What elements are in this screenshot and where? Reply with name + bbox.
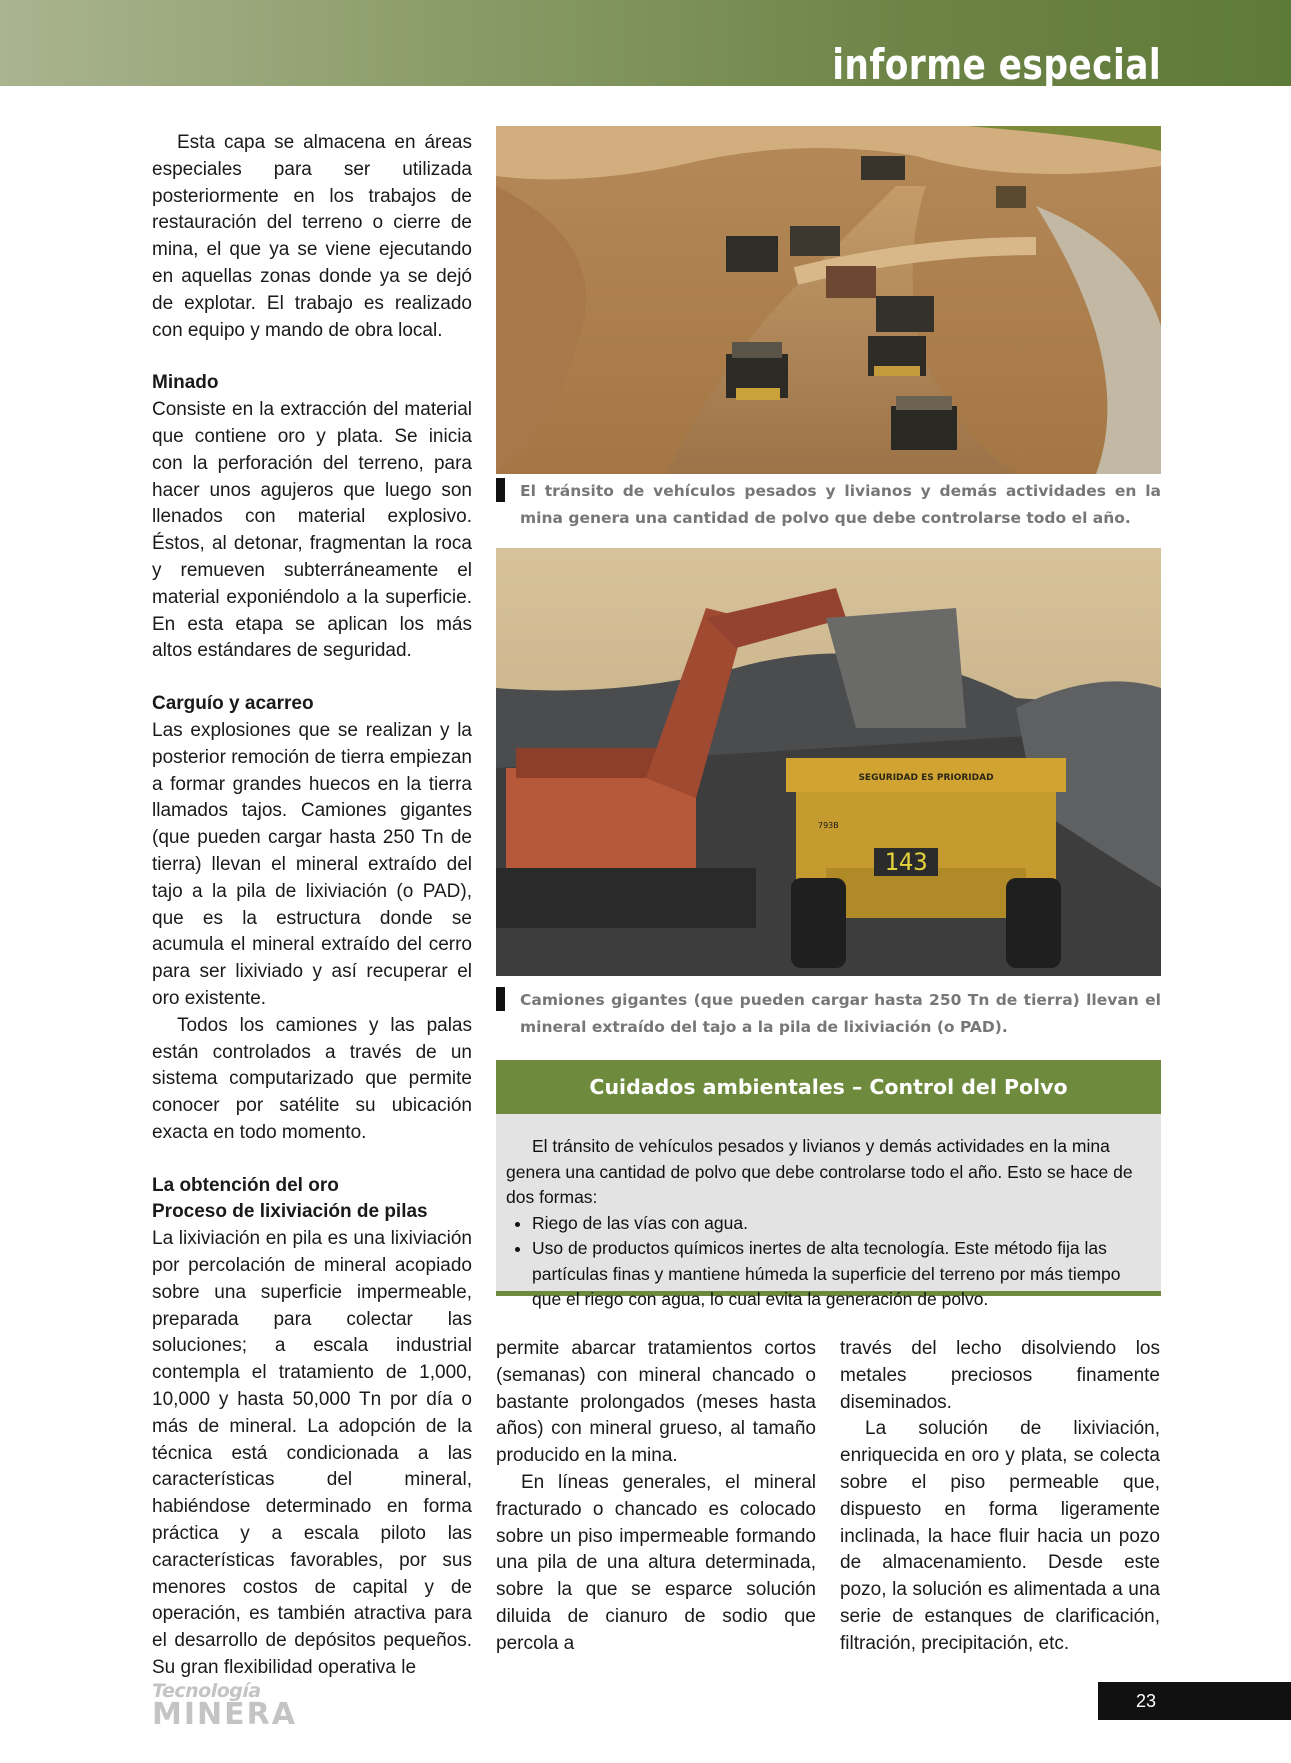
box-bullet-list — [506, 1211, 1149, 1313]
section-title: informe especial — [832, 40, 1161, 89]
photo-2-caption: Camiones gigantes (que pueden cargar hasta 250 Tn de tierra) llevan el mineral extraído del tajo a la pila de lixiviación (o PAD). — [496, 987, 1161, 1041]
carguio-paragraph: Las explosiones que se realizan y la posterior remoción de tierra empiezan a formar grandes huecos en la tierra llamados tajos. Camiones gigantes (que pueden cargar hasta 250 Tn de tierra) llevan el mineral extraído del tajo a la pila de lixiviación (o PAD), que es la estructura donde se acumula el mineral extraído del cerro para ser lixiviado y así recuperar el oro existente. — [152, 719, 472, 1009]
camiones-paragraph: Todos los camiones y las palas están controlados a través de un sistema computarizado que permite conocer por satélite su ubicación exacta en todo momento. — [152, 1014, 472, 1143]
right-paragraph-2: La solución de lixiviación, enriquecida en oro y plata, se colecta sobre el piso permeable que, dispuesto en forma ligeramente inclinada, la hace fluir hacia un pozo de almacenamiento. Desde este pozo, la solución es alimentada a una serie de estanques de clarificación, filtración, precipitación, etc. — [840, 1418, 1160, 1654]
caption-marker — [496, 478, 505, 502]
minado-paragraph: Consiste en la extracción del material que contiene oro y plata. Se inicia con la perforación del terreno, para hacer unos agujeros que luego son llenados con material explosivo. Éstos, al detonar, fragmentan la roca y remueven subterráneamente el material exponiéndolo a la superficie. En esta etapa se aplican los más altos estándares de seguridad. — [152, 399, 472, 662]
truck-model-tag: 793B — [818, 821, 839, 830]
heading-lixiviacion: Proceso de lixiviación de pilas — [152, 1201, 428, 1223]
shovel-loading-truck-photo — [496, 548, 1161, 976]
box-intro: El tránsito de vehículos pesados y livianos y demás actividades en la mina genera una cantidad de polvo que debe controlarse todo el año. Esto se hace de dos formas: — [506, 1136, 1133, 1207]
photo-1-caption: El tránsito de vehículos pesados y livianos y demás actividades en la mina genera una cantidad de polvo que debe controlarse todo el año. — [496, 478, 1161, 532]
page-number-box — [1098, 1682, 1291, 1720]
middle-paragraph-2: En líneas generales, el mineral fracturado o chancado es colocado sobre un piso impermeable formando una pila de una altura determinada, sobre la que se esparce solución diluida de cianuro de sodio que percola a — [496, 1471, 816, 1654]
magazine-logo: Tecnología MINERA — [152, 1680, 297, 1732]
heading-carguio: Carguío y acarreo — [152, 693, 314, 715]
middle-column — [496, 1336, 816, 1658]
list-item: • Riego de las vías con agua. — [532, 1211, 1149, 1237]
truck-number-label: 143 — [884, 848, 928, 876]
heading-obtencion-oro: La obtención del oro — [152, 1174, 339, 1196]
haul-road-photo — [496, 126, 1161, 474]
intro-paragraph: Esta capa se almacena en áreas especiales para ser utilizada posteriormente en los trabajos de restauración del terreno o cierre de mina, el que ya se viene ejecutando en aquellas zonas donde ya se dejó de explotar. El trabajo es realizado con equipo y mando de obra local. — [152, 132, 472, 341]
lixiviacion-paragraph: La lixiviación en pila es una lixiviación por percolación de mineral acopiado sobre una superficie impermeable, preparada para colectar las soluciones; a escala industrial contempla el tratamiento de 1,000, 10,000 y hasta 50,000 Tn por día o más de mineral. La adopción de la técnica está condicionada a las características del mineral, habiéndose determinado en forma práctica y a escala piloto las características favorables, por sus menores costos de capital y de operación, es también atractiva para el desarrollo de depósitos pequeños. Su gran flexibilidad operativa le — [152, 1228, 472, 1679]
right-column — [840, 1336, 1160, 1658]
caption-marker — [496, 987, 505, 1011]
list-item: • Uso de productos químicos inertes de alta tecnología. Este método fija las partículas finas y mantiene húmeda la superficie del terreno por más tiempo que el riego con agua, lo cual evita la generación de polvo. — [532, 1236, 1149, 1313]
left-column — [152, 130, 472, 1682]
middle-paragraph-1: permite abarcar tratamientos cortos (semanas) con mineral chancado o bastante prolongados (meses hasta años) con mineral grueso, al tamaño producido en la mina. — [496, 1338, 816, 1467]
right-paragraph-1: través del lecho disolviendo los metales preciosos finamente diseminados. — [840, 1338, 1160, 1413]
truck-sign-label: SEGURIDAD ES PRIORIDAD — [858, 773, 994, 783]
heading-minado: Minado — [152, 372, 219, 394]
dust-control-box — [496, 1114, 1161, 1309]
dust-control-box-title: Cuidados ambientales – Control del Polvo — [496, 1060, 1161, 1114]
page-number: 23 — [1136, 1691, 1157, 1711]
